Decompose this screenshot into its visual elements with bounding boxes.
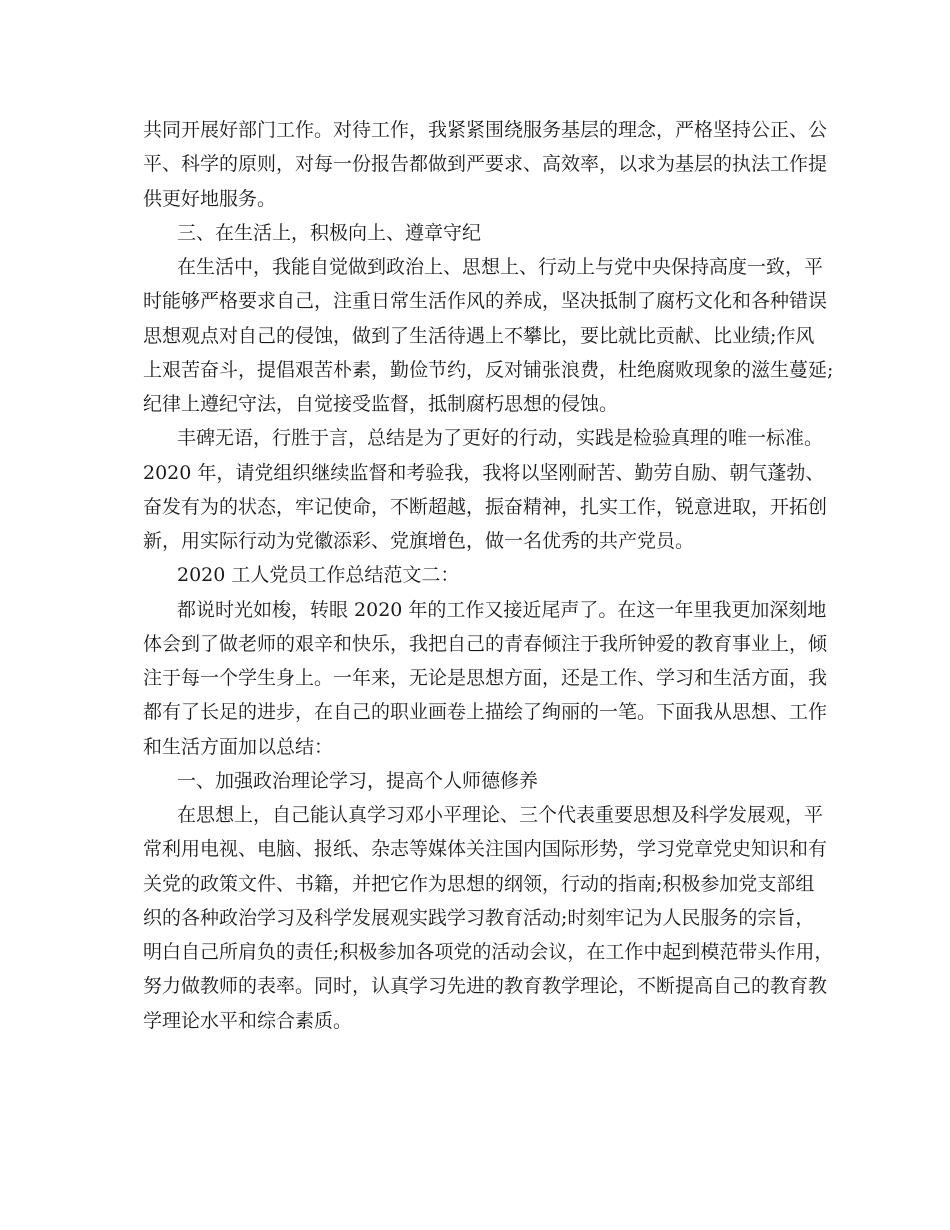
- text-line: 关党的政策文件、书籍，并把它作为思想的纲领，行动的指南;积极参加党支部组: [143, 872, 815, 895]
- article-heading: 2020 工人党员工作总结范文二：: [177, 564, 460, 587]
- text-line: 奋发有为的状态，牢记使命，不断超越，振奋精神，扎实工作，锐意进取，开拓创: [143, 495, 828, 518]
- text-line: 在生活中，我能自觉做到政治上、思想上、行动上与党中央保持高度一致，平: [177, 256, 824, 278]
- text-line: 常利用电视、电脑、报纸、杂志等媒体关注国内国际形势，学习党章党史知识和有: [143, 838, 828, 861]
- text-line: 思想观点对自己的侵蚀，做到了生活待遇上不攀比，要比就比贡献、比业绩;作风: [143, 324, 815, 347]
- text-line: 都说时光如梭，转眼 2020 年的工作又接近尾声了。在这一年里我更加深刻地: [177, 598, 827, 621]
- text-line: 明白自己所肩负的责任;积极参加各项党的活动会议，在工作中起到模范带头作用，: [143, 941, 834, 963]
- text-line: 注于每一个学生身上。一年来，无论是思想方面，还是工作、学习和生活方面，我: [143, 667, 828, 689]
- text-line: 努力做教师的表率。同时，认真学习先进的教育教学理论，不断提高自己的教育教: [143, 975, 828, 998]
- text-line: 上艰苦奋斗，提倡艰苦朴素，勤俭节约，反对铺张浪费，杜绝腐败现象的滋生蔓延;: [143, 358, 834, 381]
- text-line: 织的各种政治学习及科学发展观实践学习教育活动;时刻牢记为人民服务的宗旨，: [143, 906, 815, 929]
- section-heading: 三、在生活上，积极向上、遵章守纪: [177, 221, 482, 244]
- text-line: 学理论水平和综合素质。: [143, 1009, 353, 1032]
- text-line: 在思想上，自己能认真学习邓小平理论、三个代表重要思想及科学发展观，平: [177, 804, 824, 826]
- text-line: 丰碑无语，行胜于言，总结是为了更好的行动，实践是检验真理的唯一标准。: [177, 427, 824, 450]
- section-heading: 一、加强政治理论学习，提高个人师德修养: [177, 769, 539, 792]
- text-line: 新，用实际行动为党徽添彩、党旗增色，做一名优秀的共产党员。: [143, 530, 695, 552]
- text-line: 2020 年，请党组织继续监督和考验我，我将以坚刚耐苦、勤劳自励、朝气蓬勃、: [143, 461, 825, 484]
- document-body: [143, 113, 834, 1038]
- text-line: 时能够严格要求自己，注重日常生活作风的养成，坚决抵制了腐朽文化和各种错误: [143, 290, 828, 313]
- text-line: 平、科学的原则，对每一份报告都做到严要求、高效率，以求为基层的执法工作提: [143, 153, 828, 176]
- text-line: 和生活方面加以总结：: [143, 735, 334, 758]
- text-line: 体会到了做老师的艰辛和快乐，我把自己的青春倾注于我所钟爱的教育事业上，倾: [143, 632, 828, 655]
- text-line: 都有了长足的进步，在自己的职业画卷上描绘了绚丽的一笔。下面我从思想、工作: [143, 701, 828, 724]
- text-line: 供更好地服务。: [143, 187, 277, 210]
- text-line: 纪律上遵纪守法，自觉接受监督，抵制腐朽思想的侵蚀。: [143, 393, 619, 415]
- text-line: 共同开展好部门工作。对待工作，我紧紧围绕服务基层的理念，严格坚持公正、公: [143, 119, 828, 141]
